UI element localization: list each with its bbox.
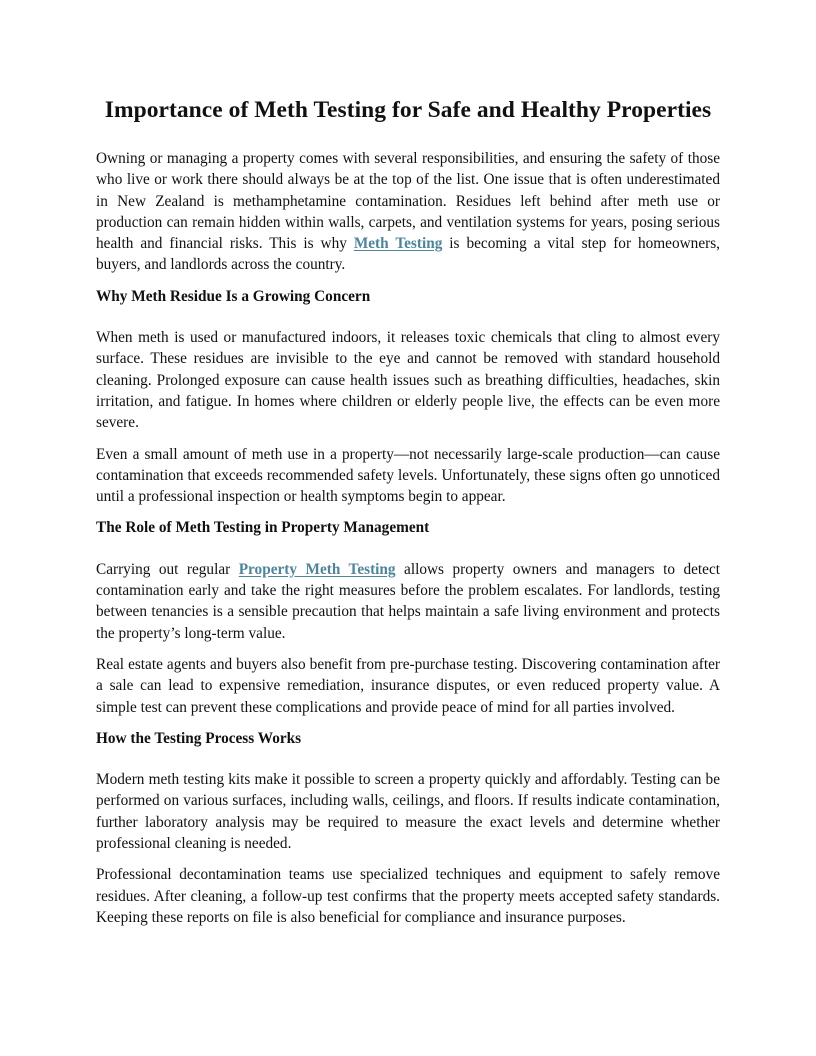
paragraph-process-1: Modern meth testing kits make it possible to screen a property quickly and affordably. Testing can be performed on various surfaces, including walls, ceilings, and floors. If results indicate contamination, further laboratory analysis may be required to measure the exact levels and determine whether professional cleaning is needed. xyxy=(96,771,720,853)
paragraph-process-2: Professional decontamination teams use specialized techniques and equipment to safely remove residues. After cleaning, a follow-up test confirms that the property meets accepted safety standards. Keeping these reports on file is also beneficial for compliance and insurance purposes. xyxy=(96,866,720,926)
section-heading-testing-process: How the Testing Process Works xyxy=(96,729,302,747)
meth-testing-link[interactable]: Meth Testing xyxy=(353,235,443,253)
page-title: Importance of Meth Testing for Safe and Healthy Properties xyxy=(104,97,712,123)
document-page xyxy=(96,94,720,938)
management-text-after-link: allows property owners and managers to detect contamination early and take the right measures before the problem escalates. For landlords, testing between tenancies is a sensible precaution that helps maintain a safe living environment and protects the property’s long-term value. xyxy=(96,560,720,642)
management-text-before-link: Carrying out regular xyxy=(96,560,239,578)
paragraph-management-1 xyxy=(96,559,720,644)
paragraph-management-2: Real estate agents and buyers also benefit from pre-purchase testing. Discovering contamination after a sale can lead to expensive remediation, insurance disputes, or even reduced property value. A simple test can prevent these complications and provide peace of mind for all parties involved. xyxy=(96,655,720,716)
section-heading-residue-concern: Why Meth Residue Is a Growing Concern xyxy=(96,287,371,305)
intro-paragraph xyxy=(96,148,720,276)
paragraph-residue-2: Even a small amount of meth use in a property—not necessarily large-scale production—can cause contamination that exceeds recommended safety levels. Unfortunately, these signs often go unnoticed until a professional inspection or health symptoms begin to appear. xyxy=(96,445,720,506)
property-meth-testing-link[interactable]: Property Meth Testing xyxy=(238,560,396,578)
intro-text-before-link: Owning or managing a property comes with several responsibilities, and ensuring the safety of those who live or work there should always be at the top of the list. One issue that is often underestimated in New Zealand is methamphetamine contamination. Residues left behind after meth use or production can remain hidden within walls, carpets, and ventilation systems for years, posing serious health and financial risks. This is why xyxy=(96,150,720,253)
intro-text-after-link: is becoming a vital step for homeowners, buyers, and landlords across the country. xyxy=(96,235,720,274)
section-heading-property-management: The Role of Meth Testing in Property Management xyxy=(96,519,430,537)
paragraph-residue-1: When meth is used or manufactured indoors, it releases toxic chemicals that cling to almost every surface. These residues are invisible to the eye and cannot be removed with standard household cleaning. Prolonged exposure can cause health issues such as breathing difficulties, headaches, skin irritation, and fatigue. In homes where children or elderly people live, the effects can be even more severe. xyxy=(96,329,720,432)
